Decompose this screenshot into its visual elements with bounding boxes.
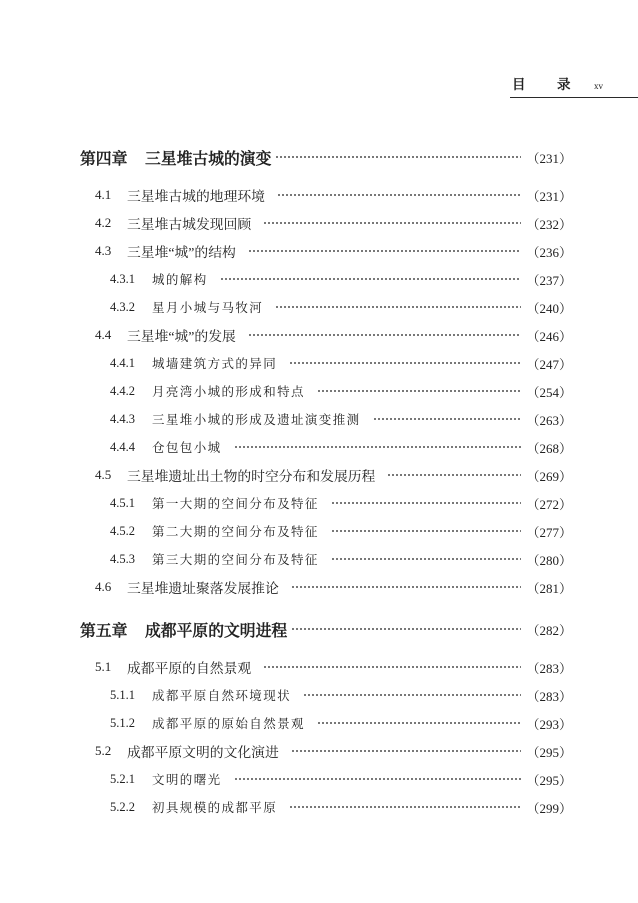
dot-leader — [263, 221, 521, 225]
toc-page-number: （254） — [526, 384, 572, 400]
toc-subsection-number: 4.4.3 — [110, 411, 135, 426]
toc-subsection-number: 5.2.1 — [110, 771, 135, 786]
toc-section-title: 三星堆“城”的发展 — [127, 329, 236, 344]
toc-chapter-title: 三星堆古城的演变 — [145, 148, 272, 168]
toc-subsection-number: 4.4.4 — [110, 439, 135, 454]
dot-leader — [373, 417, 522, 421]
toc-section-4-5 — [0, 461, 572, 489]
toc-page-number: （232） — [526, 216, 572, 232]
toc-subsection-number: 4.5.3 — [110, 551, 135, 566]
toc-subsection-number: 4.5.2 — [110, 523, 135, 538]
toc-subsection-5-1-1 — [0, 681, 572, 709]
toc-section-4-4 — [0, 321, 572, 349]
dot-leader — [277, 193, 522, 197]
dot-leader — [291, 627, 521, 631]
toc-section-number: 5.2 — [95, 743, 112, 758]
toc-page-number: （231） — [526, 150, 572, 166]
toc-section-4-6 — [0, 573, 572, 601]
toc-subsection-title: 三星堆小城的形成及遗址演变推测 — [152, 413, 361, 427]
toc-subsection-title: 文明的曙光 — [152, 773, 222, 787]
toc-section-title: 三星堆遗址出土物的时空分布和发展历程 — [127, 469, 376, 484]
toc-section-4-2 — [0, 209, 572, 237]
toc-subsection-title: 星月小城与马牧河 — [152, 301, 264, 315]
toc-page-number: （277） — [526, 524, 572, 540]
toc-section-5-1 — [0, 653, 572, 681]
toc-subsection-4-3-1 — [0, 265, 572, 293]
toc-chapter-5 — [0, 615, 572, 643]
toc-subsection-4-4-1 — [0, 349, 572, 377]
toc-subsection-title: 第一大期的空间分布及特征 — [152, 497, 319, 511]
toc-subsection-4-5-3 — [0, 545, 572, 573]
dot-leader — [291, 749, 522, 753]
dot-leader — [331, 557, 522, 561]
toc-subsection-title: 城墙建筑方式的异同 — [152, 357, 278, 371]
dot-leader — [387, 473, 521, 477]
toc-subsection-4-4-4 — [0, 433, 572, 461]
toc-section-4-3 — [0, 237, 572, 265]
toc-subsection-title: 月亮湾小城的形成和特点 — [152, 385, 305, 399]
toc-subsection-number: 4.5.1 — [110, 495, 135, 510]
toc-section-number: 4.4 — [95, 327, 112, 342]
toc-section-number: 4.1 — [95, 187, 112, 202]
dot-leader — [331, 529, 522, 533]
toc-subsection-number: 4.3.2 — [110, 299, 135, 314]
toc-section-4-1 — [0, 181, 572, 209]
toc-subsection-title: 城的解构 — [152, 273, 208, 287]
dot-leader — [275, 305, 521, 309]
dot-leader — [317, 389, 522, 393]
toc-page-number: （280） — [526, 552, 572, 568]
toc-subsection-5-2-1 — [0, 765, 572, 793]
toc-page-number: （246） — [526, 328, 572, 344]
dot-leader — [220, 277, 522, 281]
toc-section-number: 4.2 — [95, 215, 112, 230]
toc-subsection-number: 4.4.2 — [110, 383, 135, 398]
toc-subsection-title: 初具规模的成都平原 — [152, 801, 278, 815]
toc-page-number: （269） — [526, 468, 572, 484]
toc-section-title: 成都平原文明的文化演进 — [127, 745, 279, 760]
toc-page-number: （236） — [526, 244, 572, 260]
dot-leader — [248, 249, 522, 253]
toc-subsection-title: 第二大期的空间分布及特征 — [152, 525, 319, 539]
toc-subsection-4-4-2 — [0, 377, 572, 405]
toc-page-number: （295） — [526, 772, 572, 788]
dot-leader — [289, 805, 521, 809]
toc-subsection-5-2-2 — [0, 793, 572, 821]
toc-page-number: （272） — [526, 496, 572, 512]
toc-subsection-number: 5.1.1 — [110, 687, 135, 702]
toc-chapter-4 — [0, 143, 572, 171]
dot-leader — [234, 445, 522, 449]
toc-page-number: （240） — [526, 300, 572, 316]
toc-chapter-number: 第五章 — [80, 620, 128, 640]
toc-page-number: （281） — [526, 580, 572, 596]
page-number: xv — [594, 81, 603, 91]
toc-subsection-4-3-2 — [0, 293, 572, 321]
toc-page-number: （231） — [526, 188, 572, 204]
toc-page-number: （293） — [526, 716, 572, 732]
toc-section-number: 4.5 — [95, 467, 112, 482]
toc-subsection-title: 仓包包小城 — [152, 441, 222, 455]
dot-leader — [289, 361, 521, 365]
toc-page-number: （299） — [526, 800, 572, 816]
toc-section-title: 三星堆古城的地理环境 — [127, 189, 265, 204]
toc-section-title: 三星堆遗址聚落发展推论 — [127, 581, 279, 596]
toc-page-number: （237） — [526, 272, 572, 288]
toc-chapter-number: 第四章 — [80, 148, 128, 168]
toc-page-number: （282） — [526, 622, 572, 638]
toc-page-number: （268） — [526, 440, 572, 456]
toc-section-number: 4.3 — [95, 243, 112, 258]
dot-leader — [234, 777, 522, 781]
toc-subsection-number: 5.1.2 — [110, 715, 135, 730]
running-head-title: 目 录 — [512, 77, 572, 93]
toc-page-number: （263） — [526, 412, 572, 428]
toc-subsection-title: 第三大期的空间分布及特征 — [152, 553, 319, 567]
running-head — [512, 76, 638, 96]
header-rule — [510, 97, 638, 98]
toc-subsection-5-1-2 — [0, 709, 572, 737]
toc-section-title: 三星堆古城发现回顾 — [127, 217, 252, 232]
toc-page-number: （247） — [526, 356, 572, 372]
toc-section-5-2 — [0, 737, 572, 765]
dot-leader — [275, 155, 521, 159]
toc-subsection-4-5-2 — [0, 517, 572, 545]
dot-leader — [331, 501, 522, 505]
toc-chapter-title: 成都平原的文明进程 — [145, 620, 288, 640]
toc-subsection-title: 成都平原的原始自然景观 — [152, 717, 305, 731]
dot-leader — [303, 693, 521, 697]
dot-leader — [263, 665, 521, 669]
dot-leader — [317, 721, 522, 725]
toc-subsection-4-5-1 — [0, 489, 572, 517]
toc-page-number: （283） — [526, 688, 572, 704]
table-of-contents — [0, 143, 638, 821]
toc-section-number: 5.1 — [95, 659, 112, 674]
toc-subsection-number: 4.3.1 — [110, 271, 135, 286]
toc-subsection-number: 5.2.2 — [110, 799, 135, 814]
toc-subsection-4-4-3 — [0, 405, 572, 433]
dot-leader — [248, 333, 522, 337]
toc-section-title: 三星堆“城”的结构 — [127, 245, 236, 260]
toc-subsection-number: 4.4.1 — [110, 355, 135, 370]
toc-page-number: （283） — [526, 660, 572, 676]
toc-section-title: 成都平原的自然景观 — [127, 661, 252, 676]
toc-subsection-title: 成都平原自然环境现状 — [152, 689, 292, 703]
dot-leader — [291, 585, 522, 589]
toc-section-number: 4.6 — [95, 579, 112, 594]
toc-page-number: （295） — [526, 744, 572, 760]
